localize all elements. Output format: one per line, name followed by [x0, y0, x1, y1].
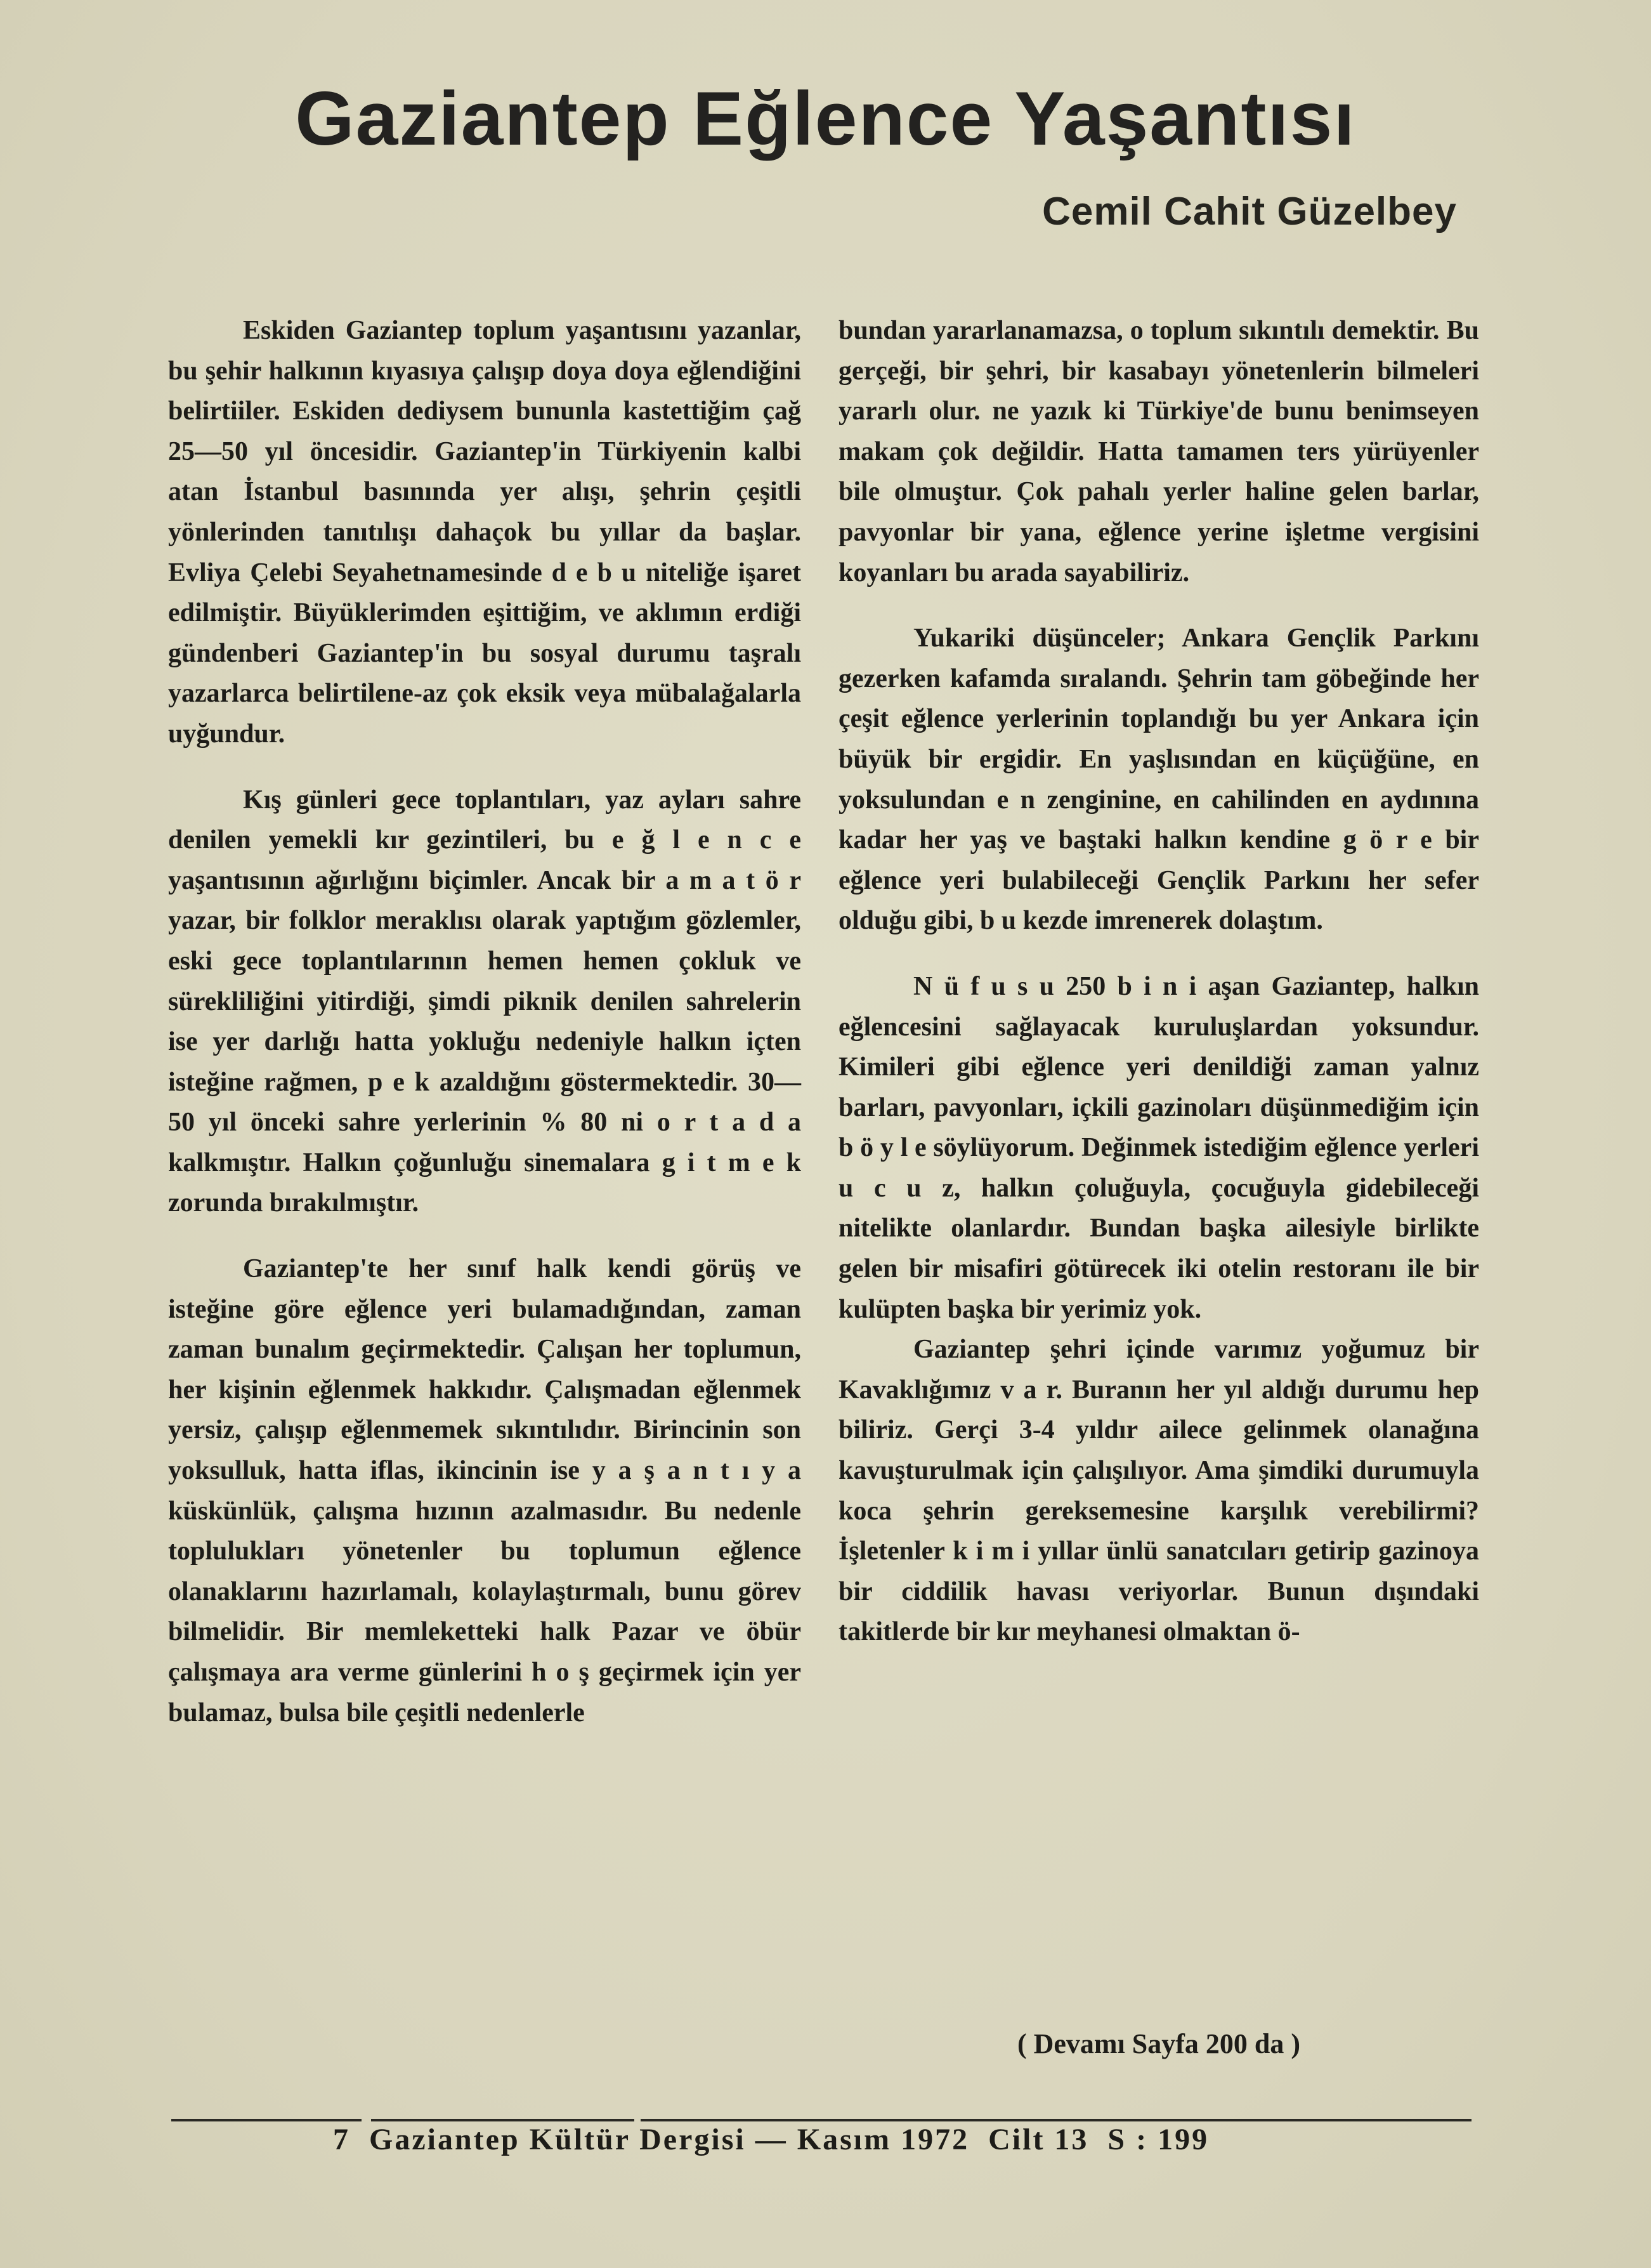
continued-note: ( Devamı Sayfa 200 da ) — [1017, 2028, 1301, 2059]
right-column — [839, 311, 1479, 1653]
footer-rule — [171, 2119, 362, 2121]
paragraph: Yukariki düşünceler; Ankara Gençlik Parkını gezerken kafamda sıralandı. Şehrin tam göbeğinde her çeşit eğlence yerlerinin toplandığı bu yer Ankara için büyük bir ergidir. En yaşlısından en küçüğüne, en yoksulundan e n zenginine, en cahilinden en aydınına kadar her yaş ve baştaki halkın kendine g ö r e bir eğlence yeri bulabileceği Gençlik Parkını her sefer olduğu gibi, b u kezde imrenerek dolaştım. — [839, 624, 1479, 936]
footer-rule — [641, 2119, 1472, 2121]
paragraph: Gaziantep şehri içinde varımız yoğumuz bir Kavaklığımız v a r. Buranın her yıl aldığı durumu hep biliriz. Gerçi 3-4 yıldır ailece gelinmek olanağına kavuşturulmak için çalışılıyor. Ama şimdiki durumuyla koca şehrin gereksemesine karşılık verebilirmi? İşletenler k i m i yıllar ünlü sanatcıları getirip gazinoya bir ciddilik havası veriyorlar. Bunun dışındaki takitlerde bir kır meyhanesi olmaktan ö- — [839, 1335, 1479, 1647]
left-column — [168, 311, 801, 1733]
article-title: Gaziantep Eğlence Yaşantısı — [295, 76, 1356, 161]
paragraph: N ü f u s u 250 b i n i aşan Gaziantep, halkın eğlencesini sağlayacak kuruluşlardan yoksundur. Kimileri gibi eğlence yeri denildiği zaman yalnız barları, pavyonları, içkili gazinoları düşünmediğim için b ö y l e söylüyorum. Değinmek istediğim eğlence yerleri u c u z, halkın çoluğuyla, çocuğuyla gidebileceği nitelikte olanlardır. Bundan başka ailesiyle birlikte gelen bir misafiri götürecek iki otelin restoranı ile bir kulüpten başka bir yerimiz yok. — [839, 971, 1479, 1324]
paragraph: Gaziantep'te her sınıf halk kendi görüş ve isteğine göre eğlence yeri bulamadığından, zaman zaman bunalım geçirmektedir. Çalışan her toplumun, her kişinin eğlenmek hakkıdır. Çalışmadan eğlenmek yersiz, çalışıp eğlenmemek sıkıntılıdır. Birincinin son yoksulluk, hatta iflas, ikincinin ise y a ş a n t ı y a küskünlük, çalışma hızının azalmasıdır. Bu nedenle toplulukları yönetenler bu toplumun eğlence olanaklarını hazırlamalı, kolaylaştırmalı, bunu görev bilmelidir. Bir memleketteki halk Pazar ve öbür çalışmaya ara verme günlerini h o ş geçirmek için yer bulamaz, bulsa bile çeşitli nedenlerle — [168, 1254, 801, 1727]
paragraph: Kış günleri gece toplantıları, yaz ayları sahre denilen yemekli kır gezintileri, bu e ğ l e n c e yaşantısının ağırlığını biçimler. Ancak bir a m a t ö r yazar, bir folklor meraklısı olarak yaptığım gözlemler, eski gece toplantılarının hemen hemen çokluk ve sürekliliğini yitirdiği, şimdi piknik denilen sahrelerin ise yer darlığı hatta yokluğu nedeniyle halkın içten isteğine rağmen, p e k azaldığını göstermektedir. 30—50 yıl önceki sahre yerlerinin % 80 ni o r t a d a kalkmıştır. Halkın çoğunluğu sinemalara g i t m e k zorunda bırakılmıştır. — [168, 785, 801, 1218]
article-author: Cemil Cahit Güzelbey — [1042, 190, 1457, 233]
page-footer: 7 Gaziantep Kültür Dergisi — Kasım 1972 Cilt 13 S : 199 — [333, 2123, 1210, 2156]
paragraph: bundan yararlanamazsa, o toplum sıkıntılı demektir. Bu gerçeği, bir şehri, bir kasabayı yönetenlerin bilmeleri yararlı olur. ne yazık ki Türkiye'de bunu benimseyen makam çok değildir. Hatta tamamen ters yürüyenler bile olmuştur. Çok pahalı yerler haline gelen barlar, pavyonlar bir yana, eğlence yerine işletme vergisini koyanları bu arada sayabiliriz. — [839, 316, 1479, 587]
footer-rule — [371, 2119, 634, 2121]
paragraph: Eskiden Gaziantep toplum yaşantısını yazanlar, bu şehir halkının kıyasıya çalışıp doya doya eğlendiğini belirtiiler. Eskiden dediysem bununla kastettiğim çağ 25—50 yıl öncesidir. Gaziantep'in Türkiyenin kalbi atan İstanbul basınında yer alışı, şehrin çeşitli yönlerinden tanıtılışı dahaçok bu yıllar da başlar. Evliya Çelebi Seyahetnamesinde d e b u niteliğe işaret edilmiştir. Büyüklerimden eşittiğim, ve aklımın erdiği gündenberi Gaziantep'in bu sosyal durumu taşralı yazarlarca belirtilene-az çok eksik veya mübalağalarla uyğundur. — [168, 316, 801, 749]
